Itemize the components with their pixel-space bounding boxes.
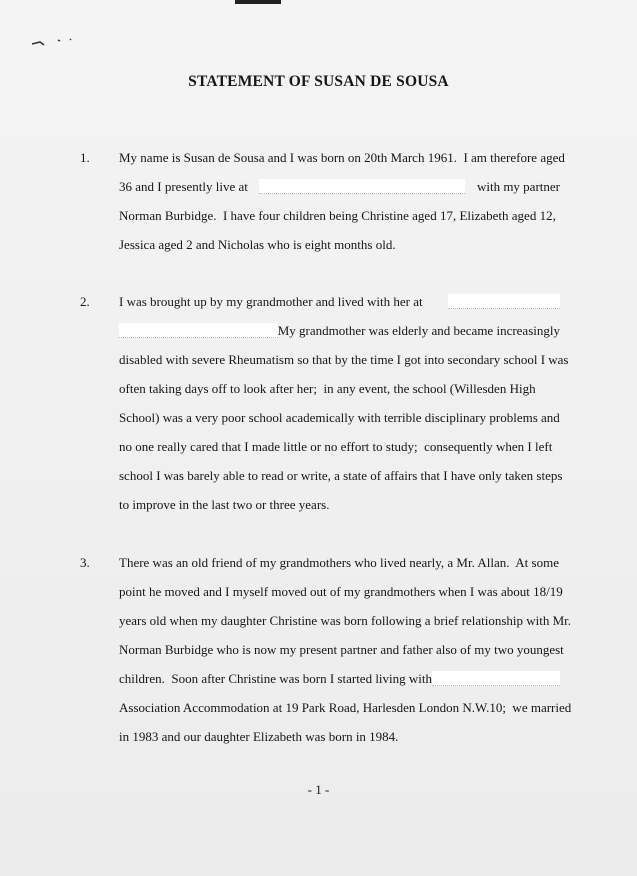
paragraph-line: I was brought up by my grandmother and lived with her at [119, 294, 560, 310]
page-number: - 1 - [307, 782, 330, 797]
redacted-address [259, 179, 465, 194]
redacted-address [448, 294, 560, 309]
paragraph-line: Norman Burbidge. I have four children being Christine aged 17, Elizabeth aged 12, [119, 208, 556, 223]
paragraph-line: There was an old friend of my grandmothers who lived nearly, a Mr. Allan. At some [119, 555, 559, 570]
redacted-name [432, 671, 560, 686]
paragraph-line: Norman Burbidge who is now my present partner and father also of my two youngest [119, 642, 564, 657]
document-title: STATEMENT OF SUSAN DE SOUSA [188, 73, 449, 90]
paragraph-line: My name is Susan de Sousa and I was born on 20th March 1961. I am therefore aged [119, 150, 565, 165]
paragraph-line: years old when my daughter Christine was born following a brief relationship with Mr. [119, 613, 572, 628]
paragraph-line: Jessica aged 2 and Nicholas who is eight months old. [119, 237, 396, 252]
paragraph-line: My grandmother was elderly and became increasingly [119, 323, 560, 339]
paragraph-line: school I was barely able to read or write, a state of affairs that I have only taken steps [119, 468, 563, 483]
scan-scribble-mark [30, 36, 74, 50]
paragraph-line: no one really cared that I made little or no effort to study; consequently when I left [119, 439, 553, 454]
paragraph-number: 2. [80, 294, 90, 309]
redacted-address [119, 323, 278, 338]
paragraph-number: 3. [80, 555, 90, 570]
paragraph-line: 36 and I presently live at with my partner [119, 179, 560, 194]
paragraph-line: point he moved and I myself moved out of my grandmothers when I was about 18/19 [119, 584, 563, 599]
scan-edge-mark [235, 0, 281, 4]
paragraph-number: 1. [80, 150, 90, 165]
paragraph-line: in 1983 and our daughter Elizabeth was born in 1984. [119, 729, 399, 744]
paragraph-line: often taking days off to look after her; in any event, the school (Willesden High [119, 381, 536, 396]
paragraph-line: School) was a very poor school academically with terrible disciplinary problems and [119, 410, 560, 425]
paragraph-line: to improve in the last two or three years. [119, 497, 330, 512]
paragraph-line: children. Soon after Christine was born I started living with [119, 671, 560, 687]
paragraph-line: disabled with severe Rheumatism so that by the time I got into secondary school I was [119, 352, 569, 367]
paragraph-line: Association Accommodation at 19 Park Road, Harlesden London N.W.10; we married [119, 700, 572, 715]
